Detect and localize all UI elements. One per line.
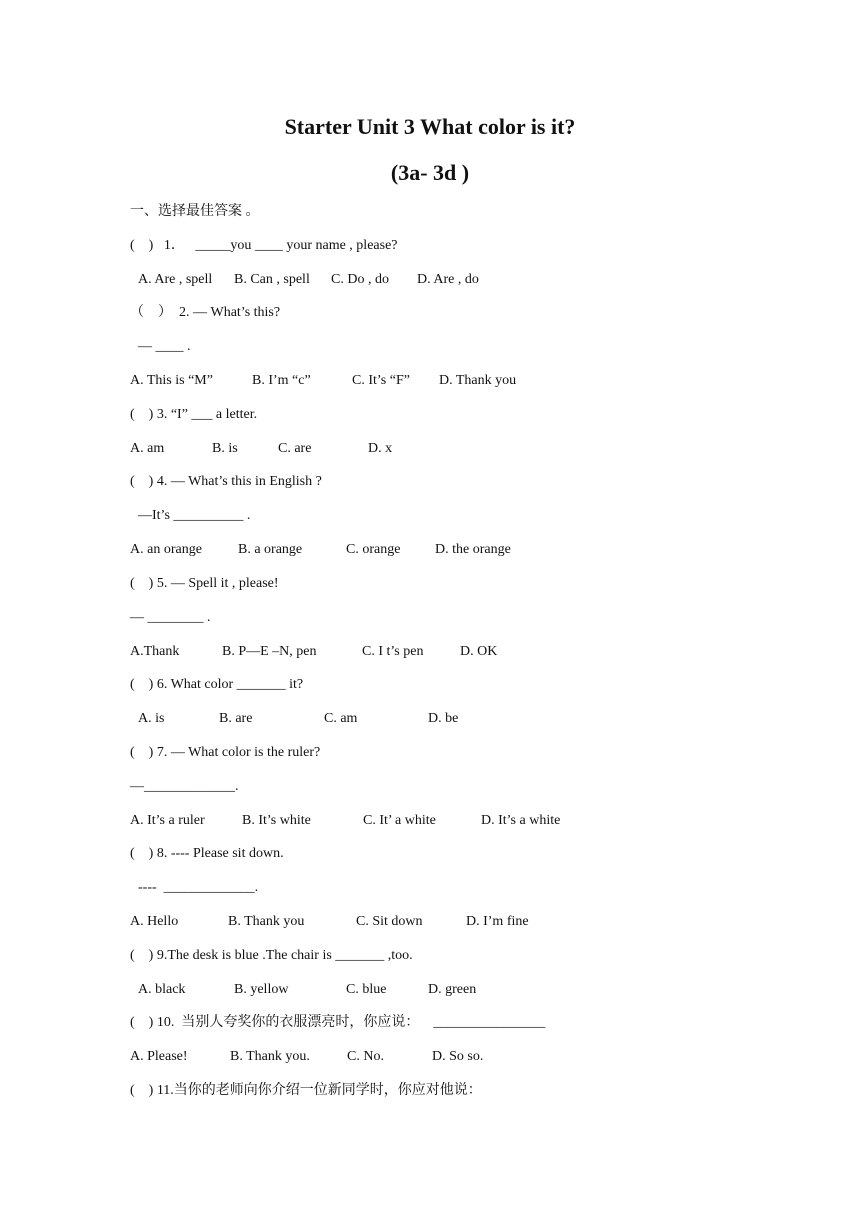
option-b: B. yellow bbox=[234, 982, 289, 997]
option-a: A. Hello bbox=[130, 914, 179, 929]
question-3-options bbox=[0, 440, 860, 530]
option-d: D. x bbox=[368, 441, 393, 456]
option-a: A. am bbox=[130, 441, 165, 456]
option-b: B. P—E –N, pen bbox=[222, 644, 317, 659]
question-2: （ ） 2. — What’s this? bbox=[130, 305, 281, 320]
question-4-answer-line: —It’s __________ . bbox=[138, 508, 251, 523]
option-d: D. I’m fine bbox=[466, 914, 529, 929]
question-2-answer-line: — ____ . bbox=[138, 339, 191, 354]
option-c: C. It’s “F” bbox=[352, 373, 410, 388]
option-d: D. OK bbox=[460, 644, 498, 659]
question-1-options bbox=[0, 271, 860, 361]
option-d: D. the orange bbox=[435, 542, 511, 557]
option-c: C. orange bbox=[346, 542, 401, 557]
option-c: C. I t’s pen bbox=[362, 644, 424, 659]
question-10: ( ) 10. 当别人夸奖你的衣服漂亮时，你应说： ________________ bbox=[130, 1015, 546, 1030]
option-d: D. Are , do bbox=[417, 272, 479, 287]
question-7-answer-line: —_____________. bbox=[130, 779, 239, 794]
option-d: D. green bbox=[428, 982, 477, 997]
option-b: B. are bbox=[219, 711, 253, 726]
option-a: A. Are , spell bbox=[138, 272, 213, 287]
option-b: B. Thank you bbox=[228, 914, 305, 929]
option-c: C. are bbox=[278, 441, 312, 456]
option-a: A. It’s a ruler bbox=[130, 813, 205, 828]
question-5: ( ) 5. — Spell it , please! bbox=[130, 576, 279, 591]
option-d: D. It’s a white bbox=[481, 813, 561, 828]
option-b: B. Thank you. bbox=[230, 1049, 310, 1064]
document-title: Starter Unit 3 What color is it? bbox=[284, 114, 576, 139]
option-c: C. Do , do bbox=[331, 272, 389, 287]
option-d: D. be bbox=[428, 711, 459, 726]
question-6-options bbox=[0, 710, 860, 800]
option-c: C. It’ a white bbox=[363, 813, 436, 828]
option-a: A. is bbox=[138, 711, 165, 726]
option-b: B. a orange bbox=[238, 542, 303, 557]
question-9: ( ) 9.The desk is blue .The chair is _______ ,too. bbox=[130, 948, 413, 963]
question-1: ( ) 1． _____you ____ your name , please? bbox=[130, 238, 398, 253]
option-a: A. This is “M” bbox=[130, 373, 213, 388]
option-c: C. blue bbox=[346, 982, 387, 997]
question-6: ( ) 6. What color _______ it? bbox=[130, 677, 304, 692]
option-b: B. is bbox=[212, 441, 238, 456]
option-b: B. It’s white bbox=[242, 813, 311, 828]
option-d: D. Thank you bbox=[439, 373, 517, 388]
option-c: C. Sit down bbox=[356, 914, 423, 929]
option-b: B. Can , spell bbox=[234, 272, 310, 287]
question-3: ( ) 3. “I” ___ a letter. bbox=[130, 407, 258, 422]
question-7-options bbox=[0, 812, 860, 902]
section-heading: 一、选择最佳答案 。 bbox=[130, 204, 260, 219]
option-b: B. I’m “c” bbox=[252, 373, 311, 388]
question-5-answer-line: — ________ . bbox=[130, 610, 211, 625]
option-a: A. black bbox=[138, 982, 186, 997]
option-a: A. an orange bbox=[130, 542, 202, 557]
question-11: ( ) 11.当你的老师向你介绍一位新同学时，你应对他说： bbox=[130, 1083, 482, 1098]
option-c: C. am bbox=[324, 711, 358, 726]
question-7: ( ) 7. — What color is the ruler? bbox=[130, 745, 321, 760]
question-4: ( ) 4. — What’s this in English ? bbox=[130, 474, 322, 489]
question-8: ( ) 8. ---- Please sit down. bbox=[130, 846, 284, 861]
option-c: C. No. bbox=[347, 1049, 384, 1064]
question-4-options bbox=[0, 541, 860, 631]
option-a: A.Thank bbox=[130, 644, 180, 659]
question-8-answer-line: ---- _____________. bbox=[138, 880, 259, 895]
option-d: D. So so. bbox=[432, 1049, 484, 1064]
document-subtitle: (3a- 3d ) bbox=[390, 160, 470, 185]
option-a: A. Please! bbox=[130, 1049, 188, 1064]
